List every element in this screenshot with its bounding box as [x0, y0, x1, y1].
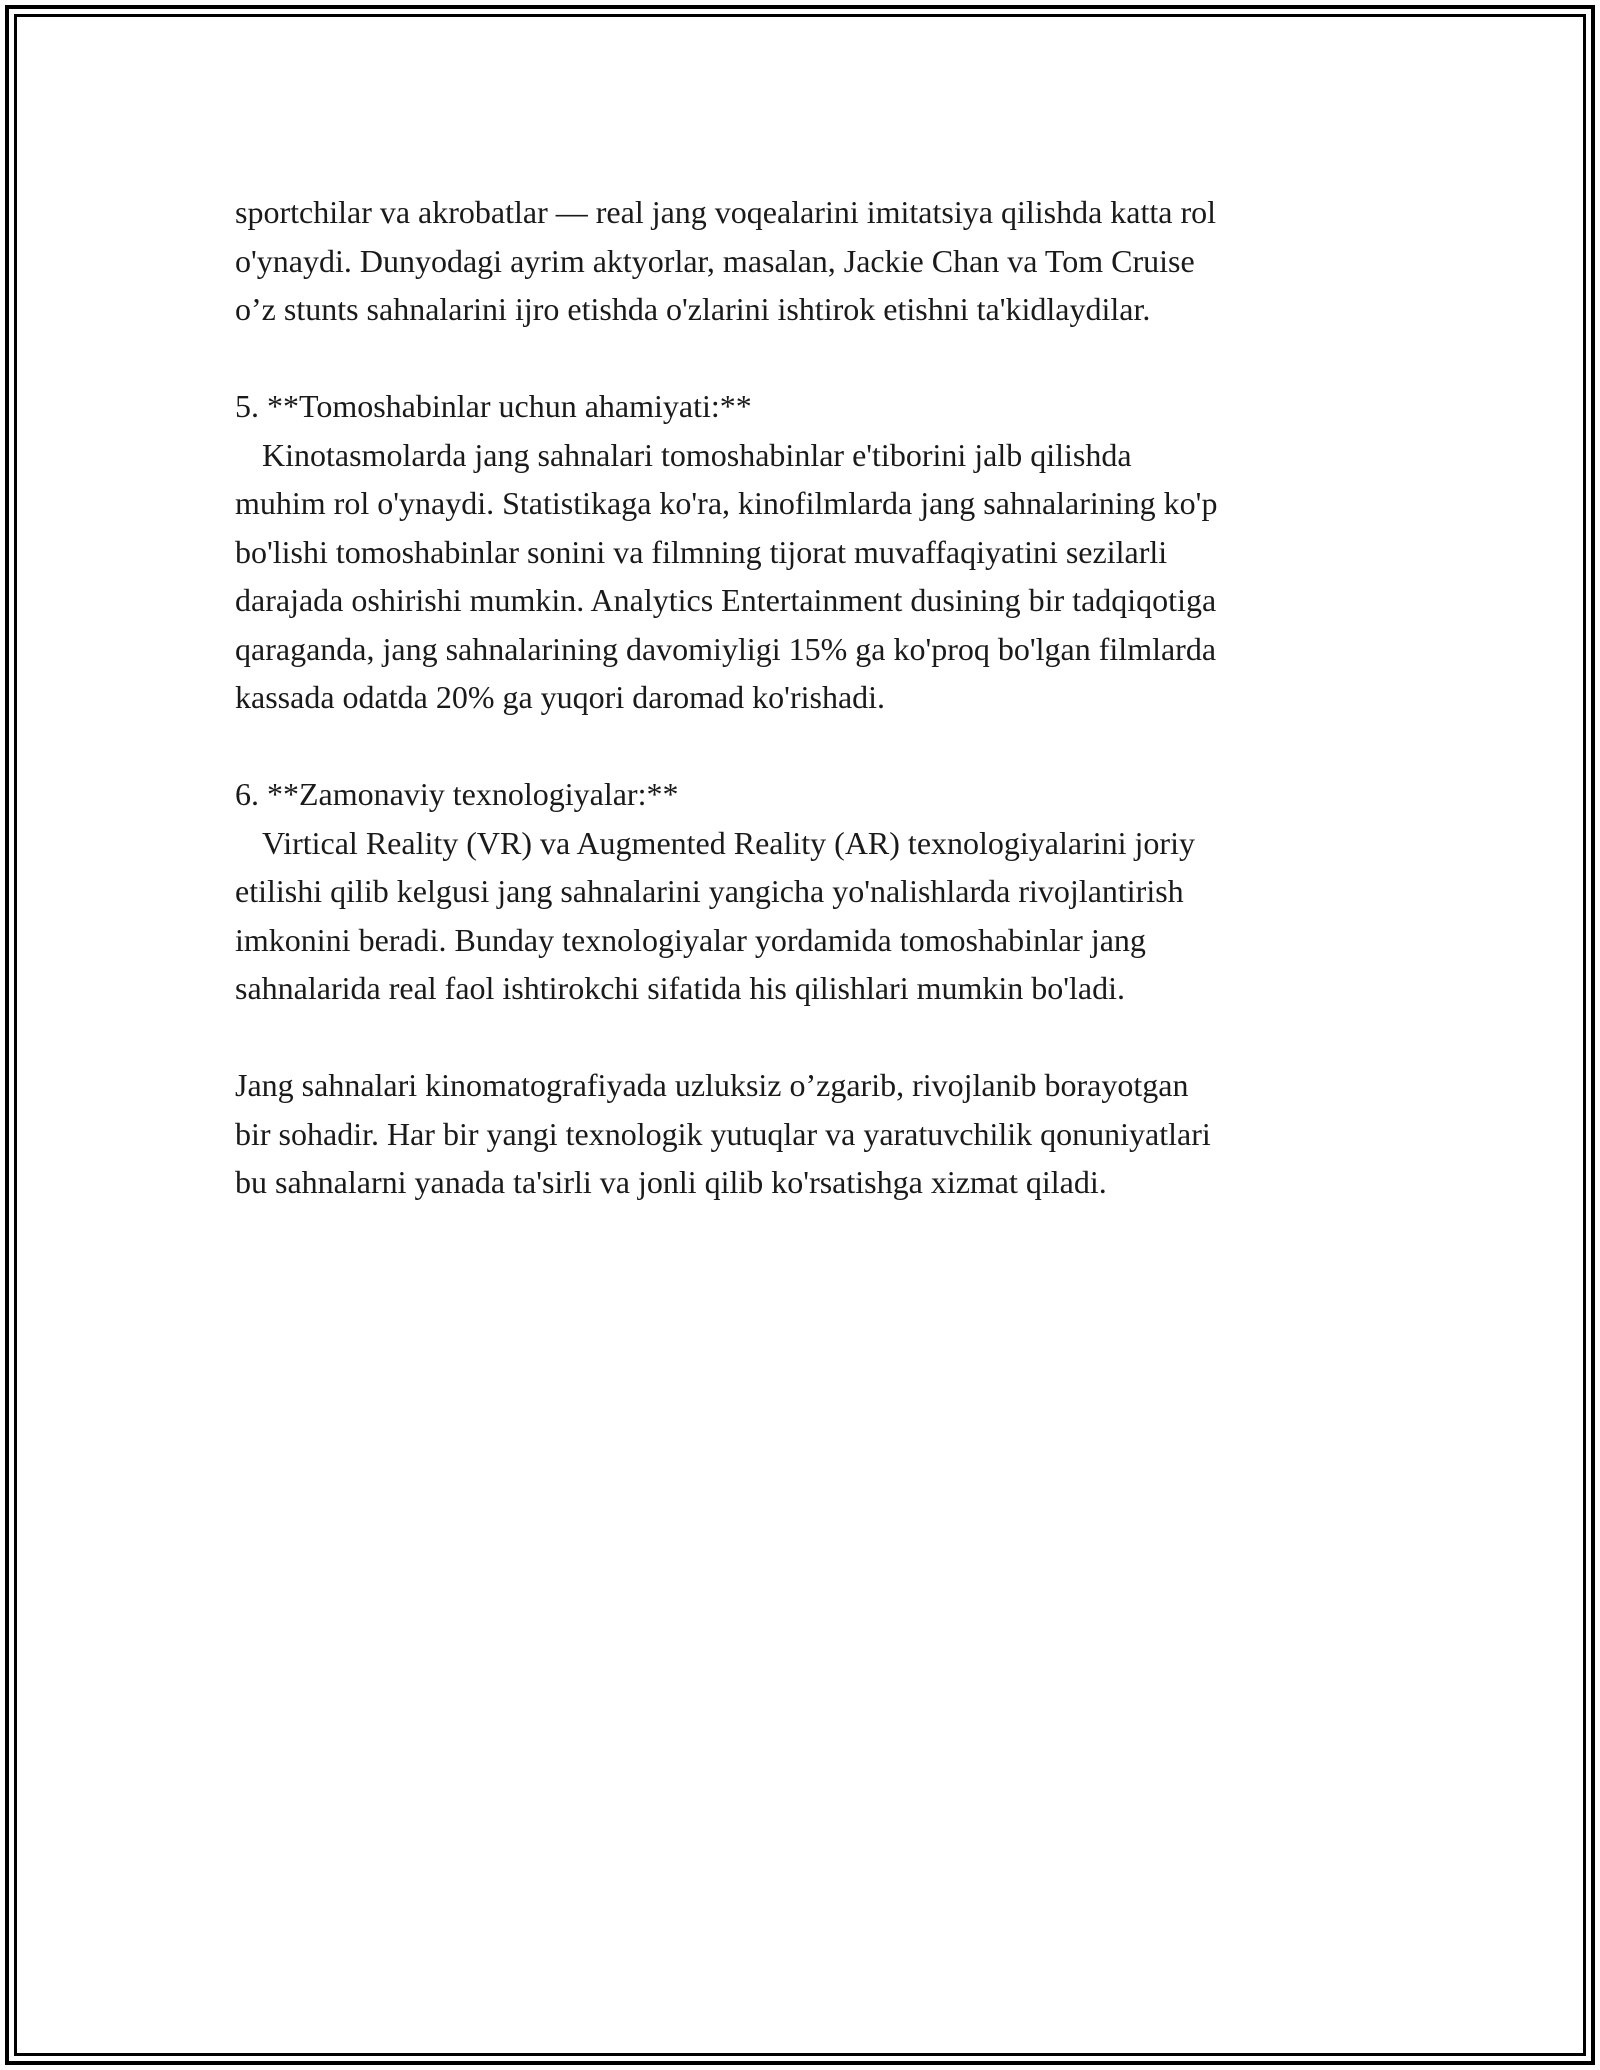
text-line: Virtical Reality (VR) va Augmented Reality (AR) texnologiyalarini joriy [262, 824, 1195, 861]
text-line: imkonini beradi. Bunday texnologiyalar yordamida tomoshabinlar jang [235, 921, 1146, 958]
text-line: bir sohadir. Har bir yangi texnologik yutuqlar va yaratuvchilik qonuniyatlari [235, 1115, 1211, 1152]
text-line: o'ynaydi. Dunyodagi ayrim aktyorlar, masalan, Jackie Chan va Tom Cruise [235, 242, 1195, 279]
text-line: darajada oshirishi mumkin. Analytics Entertainment dusining bir tadqiqotiga [235, 582, 1217, 618]
document-body [235, 188, 1375, 1207]
text-line: sahnalarida real faol ishtirokchi sifatida his qilishlari mumkin bo'ladi. [235, 970, 1125, 1006]
text-line: Jang sahnalari kinomatografiyada uzluksiz o’zgarib, rivojlanib borayotgan [235, 1067, 1189, 1103]
text-line: bo'lishi tomoshabinlar sonini va filmning tijorat muvaffaqiyatini sezilarli [235, 533, 1168, 570]
text-line: muhim rol o'ynaydi. Statistikaga ko'ra, kinofilmlarda jang sahnalarining ko'p [235, 485, 1218, 521]
text-line: etilishi qilib kelgusi jang sahnalarini yangicha yo'nalishlarda rivojlantirish [235, 873, 1184, 909]
text-line: o’z stunts sahnalarini ijro etishda o'zlarini ishtirok etishni ta'kidlaydilar. [235, 291, 1151, 327]
paragraph-gap [235, 722, 1375, 771]
text-line: sportchilar va akrobatlar — real jang voqealarini imitatsiya qilishda katta rol [235, 194, 1216, 230]
text-line: Kinotasmolarda jang sahnalari tomoshabinlar e'tiborini jalb qilishda [262, 436, 1132, 473]
text-line: qaraganda, jang sahnalarining davomiyligi 15% ga ko'proq bo'lgan filmlarda [235, 630, 1217, 667]
paragraph-gap [235, 334, 1375, 383]
paragraph-gap [235, 1013, 1375, 1062]
section-heading-5: 5. **Tomoshabinlar uchun ahamiyati:** [235, 388, 752, 424]
text-line: bu sahnalarni yanada ta'sirli va jonli qilib ko'rsatishga xizmat qiladi. [235, 1164, 1107, 1200]
text-line: kassada odatda 20% ga yuqori daromad ko'rishadi. [235, 679, 886, 715]
section-heading-6: 6. **Zamonaviy texnologiyalar:** [235, 776, 679, 812]
